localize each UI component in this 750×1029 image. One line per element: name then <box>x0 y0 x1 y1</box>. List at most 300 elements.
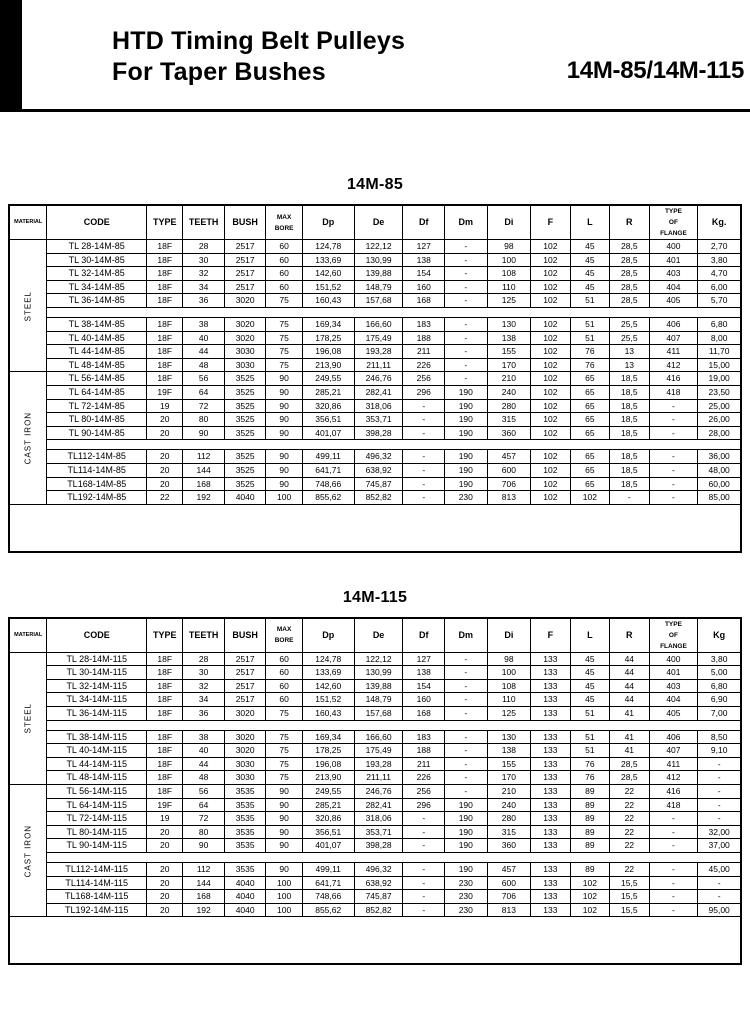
cell-dm: - <box>445 757 488 771</box>
cell-dp: 285,21 <box>302 798 354 812</box>
cell-type: 18F <box>147 372 183 386</box>
col-header-f: F <box>531 206 570 240</box>
cell-bush: 3030 <box>224 358 266 372</box>
cell-df: - <box>403 477 445 491</box>
cell-max-bore: 60 <box>266 666 302 680</box>
cell-type: 18F <box>147 693 183 707</box>
cell-f: 133 <box>531 839 570 853</box>
cell-r: 18,5 <box>610 426 649 440</box>
col-header-l: L <box>570 618 609 652</box>
table-row[interactable] <box>10 876 741 890</box>
cell-type: 19F <box>147 385 183 399</box>
table-row[interactable] <box>10 839 741 853</box>
cell-dm: - <box>445 666 488 680</box>
cell-de: 246,76 <box>354 372 403 386</box>
cell-de: 122,12 <box>354 240 403 254</box>
cell-df: 256 <box>403 372 445 386</box>
table-row[interactable] <box>10 771 741 785</box>
cell-teeth: 36 <box>183 707 225 721</box>
material-cell: CAST IRON <box>10 372 47 504</box>
cell-flange: 403 <box>649 267 698 281</box>
cell-code: TL 28-14M-85 <box>47 240 147 254</box>
cell-l: 76 <box>570 757 609 771</box>
cell-max-bore: 60 <box>266 240 302 254</box>
cell-dp: 748,66 <box>302 890 354 904</box>
cell-df: 226 <box>403 771 445 785</box>
table-row[interactable] <box>10 903 741 917</box>
cell-bush: 3525 <box>224 385 266 399</box>
cell-di: 315 <box>487 825 531 839</box>
cell-dm: 190 <box>445 825 488 839</box>
col-header-r: R <box>610 206 649 240</box>
cell-teeth: 80 <box>183 413 225 427</box>
cell-r: 41 <box>610 730 649 744</box>
cell-di: 170 <box>487 358 531 372</box>
cell-l: 65 <box>570 463 609 477</box>
spacer-cell <box>47 307 741 317</box>
cell-code: TL 38-14M-115 <box>47 730 147 744</box>
cell-flange: 404 <box>649 280 698 294</box>
col-header-teeth: TEETH <box>183 206 225 240</box>
cell-bush: 3535 <box>224 825 266 839</box>
cell-di: 813 <box>487 903 531 917</box>
cell-dp: 641,71 <box>302 463 354 477</box>
table-row[interactable] <box>10 413 741 427</box>
cell-de: 638,92 <box>354 876 403 890</box>
cell-flange: 418 <box>649 385 698 399</box>
cell-de: 496,32 <box>354 863 403 877</box>
table-row[interactable] <box>10 666 741 680</box>
col-header-flange: TYPE OF FLANGE <box>649 618 698 652</box>
cell-flange: - <box>649 839 698 853</box>
cell-r: 25,5 <box>610 331 649 345</box>
cell-kg: 6,90 <box>698 693 741 707</box>
table-row[interactable] <box>10 477 741 491</box>
cell-teeth: 32 <box>183 679 225 693</box>
cell-teeth: 72 <box>183 812 225 826</box>
col-header-di: Di <box>487 618 531 652</box>
cell-max-bore: 100 <box>266 491 302 505</box>
section-title: 14M-115 <box>342 588 408 606</box>
cell-df: 183 <box>403 730 445 744</box>
cell-teeth: 44 <box>183 757 225 771</box>
spec-table <box>9 205 741 552</box>
table-row[interactable] <box>10 707 741 721</box>
cell-dp: 151,52 <box>302 280 354 294</box>
cell-type: 18F <box>147 253 183 267</box>
table-row[interactable] <box>10 730 741 744</box>
cell-r: 41 <box>610 707 649 721</box>
cell-dp: 160,43 <box>302 707 354 721</box>
cell-dm: - <box>445 679 488 693</box>
cell-bush: 3020 <box>224 744 266 758</box>
cell-df: - <box>403 426 445 440</box>
table-row[interactable] <box>10 491 741 505</box>
cell-de: 211,11 <box>354 358 403 372</box>
cell-f: 102 <box>531 253 570 267</box>
cell-de: 398,28 <box>354 426 403 440</box>
cell-di: 108 <box>487 679 531 693</box>
cell-di: 125 <box>487 294 531 308</box>
cell-teeth: 64 <box>183 798 225 812</box>
cell-code: TL 34-14M-115 <box>47 693 147 707</box>
table-row[interactable] <box>10 450 741 464</box>
cell-l: 51 <box>570 317 609 331</box>
cell-teeth: 90 <box>183 839 225 853</box>
cell-type: 20 <box>147 450 183 464</box>
cell-dp: 249,55 <box>302 372 354 386</box>
cell-flange: - <box>649 876 698 890</box>
cell-teeth: 90 <box>183 426 225 440</box>
cell-de: 139,88 <box>354 267 403 281</box>
cell-teeth: 28 <box>183 240 225 254</box>
cell-l: 76 <box>570 358 609 372</box>
cell-kg: - <box>698 785 741 799</box>
cell-code: TL 48-14M-85 <box>47 358 147 372</box>
cell-r: 18,5 <box>610 399 649 413</box>
cell-kg: - <box>698 771 741 785</box>
cell-f: 133 <box>531 890 570 904</box>
cell-max-bore: 100 <box>266 876 302 890</box>
col-header-type: TYPE <box>147 618 183 652</box>
cell-dm: - <box>445 317 488 331</box>
cell-type: 18F <box>147 785 183 799</box>
cell-bush: 2517 <box>224 652 266 666</box>
cell-l: 102 <box>570 876 609 890</box>
cell-di: 240 <box>487 798 531 812</box>
cell-dm: - <box>445 730 488 744</box>
cell-type: 18F <box>147 331 183 345</box>
cell-kg: 6,80 <box>698 679 741 693</box>
cell-r: 18,5 <box>610 372 649 386</box>
cell-kg: 36,00 <box>698 450 741 464</box>
cell-code: TL 64-14M-115 <box>47 798 147 812</box>
cell-type: 18F <box>147 771 183 785</box>
table-row[interactable] <box>10 825 741 839</box>
cell-type: 18F <box>147 240 183 254</box>
cell-kg: 5,70 <box>698 294 741 308</box>
cell-flange: 406 <box>649 730 698 744</box>
table-row[interactable] <box>10 358 741 372</box>
cell-dm: - <box>445 253 488 267</box>
cell-max-bore: 90 <box>266 385 302 399</box>
cell-type: 20 <box>147 876 183 890</box>
cell-r: 28,5 <box>610 294 649 308</box>
material-cell: STEEL <box>10 240 47 372</box>
table-row[interactable] <box>10 399 741 413</box>
cell-dp: 133,69 <box>302 666 354 680</box>
cell-de: 318,06 <box>354 812 403 826</box>
cell-de: 157,68 <box>354 707 403 721</box>
cell-f: 102 <box>531 491 570 505</box>
cell-dm: - <box>445 331 488 345</box>
cell-l: 89 <box>570 812 609 826</box>
cell-code: TL 36-14M-115 <box>47 707 147 721</box>
cell-code: TL112-14M-115 <box>47 863 147 877</box>
table-row[interactable] <box>10 372 741 386</box>
cell-de: 745,87 <box>354 477 403 491</box>
cell-l: 51 <box>570 744 609 758</box>
cell-df: - <box>403 812 445 826</box>
header-product-code: 14M-85/14M-115 <box>566 57 744 84</box>
cell-f: 133 <box>531 666 570 680</box>
cell-kg: 85,00 <box>698 491 741 505</box>
table-row[interactable] <box>10 240 741 254</box>
cell-f: 133 <box>531 679 570 693</box>
cell-max-bore: 75 <box>266 317 302 331</box>
cell-r: 28,5 <box>610 240 649 254</box>
cell-flange: - <box>649 903 698 917</box>
table-header-row <box>10 206 741 240</box>
cell-de: 852,82 <box>354 903 403 917</box>
cell-bush: 3525 <box>224 450 266 464</box>
table-filler-row <box>10 917 741 964</box>
table-row[interactable] <box>10 798 741 812</box>
cell-flange: 400 <box>649 652 698 666</box>
cell-r: 22 <box>610 785 649 799</box>
group-spacer-row <box>10 440 741 450</box>
table-section <box>0 176 750 553</box>
cell-r: 15,5 <box>610 903 649 917</box>
cell-r: 15,5 <box>610 876 649 890</box>
cell-flange: 401 <box>649 253 698 267</box>
cell-l: 51 <box>570 294 609 308</box>
table-row[interactable] <box>10 757 741 771</box>
cell-df: 183 <box>403 317 445 331</box>
cell-kg: 2,70 <box>698 240 741 254</box>
cell-l: 102 <box>570 890 609 904</box>
table-row[interactable] <box>10 345 741 359</box>
cell-flange: - <box>649 399 698 413</box>
cell-di: 315 <box>487 413 531 427</box>
cell-df: - <box>403 903 445 917</box>
cell-dp: 178,25 <box>302 744 354 758</box>
cell-f: 102 <box>531 317 570 331</box>
cell-teeth: 72 <box>183 399 225 413</box>
cell-df: - <box>403 463 445 477</box>
cell-kg: 28,00 <box>698 426 741 440</box>
cell-r: 28,5 <box>610 280 649 294</box>
cell-kg: 8,00 <box>698 331 741 345</box>
cell-de: 148,79 <box>354 693 403 707</box>
spec-table-wrapper <box>8 204 742 553</box>
cell-df: 211 <box>403 345 445 359</box>
group-spacer-row <box>10 853 741 863</box>
cell-df: - <box>403 876 445 890</box>
cell-code: TL 56-14M-115 <box>47 785 147 799</box>
cell-type: 18F <box>147 744 183 758</box>
table-row[interactable] <box>10 426 741 440</box>
cell-dm: - <box>445 240 488 254</box>
cell-l: 51 <box>570 707 609 721</box>
cell-l: 65 <box>570 372 609 386</box>
cell-di: 130 <box>487 317 531 331</box>
cell-dp: 401,07 <box>302 426 354 440</box>
cell-teeth: 30 <box>183 253 225 267</box>
cell-l: 89 <box>570 863 609 877</box>
cell-bush: 3030 <box>224 757 266 771</box>
cell-bush: 3525 <box>224 372 266 386</box>
table-row[interactable] <box>10 385 741 399</box>
table-row[interactable] <box>10 331 741 345</box>
cell-dp: 169,34 <box>302 317 354 331</box>
cell-dm: - <box>445 771 488 785</box>
cell-flange: - <box>649 477 698 491</box>
cell-max-bore: 75 <box>266 358 302 372</box>
cell-de: 175,49 <box>354 744 403 758</box>
cell-de: 166,60 <box>354 317 403 331</box>
cell-df: 226 <box>403 358 445 372</box>
cell-kg: 48,00 <box>698 463 741 477</box>
cell-type: 18F <box>147 666 183 680</box>
cell-type: 18F <box>147 294 183 308</box>
cell-code: TL 30-14M-85 <box>47 253 147 267</box>
cell-max-bore: 75 <box>266 707 302 721</box>
cell-dp: 401,07 <box>302 839 354 853</box>
table-row[interactable] <box>10 463 741 477</box>
cell-type: 20 <box>147 477 183 491</box>
cell-df: 127 <box>403 240 445 254</box>
table-row[interactable] <box>10 267 741 281</box>
cell-kg: 25,00 <box>698 399 741 413</box>
cell-l: 65 <box>570 385 609 399</box>
table-row[interactable] <box>10 679 741 693</box>
cell-code: TL192-14M-115 <box>47 903 147 917</box>
cell-dp: 124,78 <box>302 652 354 666</box>
cell-di: 280 <box>487 399 531 413</box>
cell-max-bore: 75 <box>266 730 302 744</box>
cell-kg: - <box>698 798 741 812</box>
cell-df: 211 <box>403 757 445 771</box>
cell-dm: - <box>445 280 488 294</box>
table-row[interactable] <box>10 253 741 267</box>
cell-dm: 190 <box>445 812 488 826</box>
cell-di: 210 <box>487 372 531 386</box>
cell-teeth: 28 <box>183 652 225 666</box>
cell-df: 154 <box>403 267 445 281</box>
cell-flange: - <box>649 450 698 464</box>
cell-f: 133 <box>531 757 570 771</box>
cell-l: 65 <box>570 477 609 491</box>
table-row[interactable] <box>10 812 741 826</box>
cell-code: TL 44-14M-85 <box>47 345 147 359</box>
material-cell: CAST IRON <box>10 785 47 917</box>
cell-max-bore: 90 <box>266 825 302 839</box>
cell-code: TL 64-14M-85 <box>47 385 147 399</box>
cell-teeth: 56 <box>183 785 225 799</box>
cell-r: 28,5 <box>610 771 649 785</box>
cell-kg: 9,10 <box>698 744 741 758</box>
col-header-code: CODE <box>47 206 147 240</box>
cell-f: 102 <box>531 426 570 440</box>
cell-l: 65 <box>570 426 609 440</box>
cell-l: 89 <box>570 825 609 839</box>
table-row[interactable] <box>10 785 741 799</box>
cell-code: TL 90-14M-115 <box>47 839 147 853</box>
cell-dm: 190 <box>445 385 488 399</box>
cell-dm: 190 <box>445 477 488 491</box>
cell-bush: 3020 <box>224 294 266 308</box>
cell-max-bore: 60 <box>266 267 302 281</box>
cell-teeth: 144 <box>183 876 225 890</box>
page-header <box>0 0 750 112</box>
cell-kg: 60,00 <box>698 477 741 491</box>
cell-f: 133 <box>531 744 570 758</box>
cell-kg: - <box>698 757 741 771</box>
material-cell: STEEL <box>10 652 47 784</box>
cell-type: 18F <box>147 317 183 331</box>
cell-f: 133 <box>531 693 570 707</box>
col-header-material: MATERIAL <box>10 618 47 652</box>
table-row[interactable] <box>10 693 741 707</box>
cell-f: 133 <box>531 771 570 785</box>
col-header-dm: Dm <box>445 206 488 240</box>
table-row[interactable] <box>10 294 741 308</box>
cell-code: TL 44-14M-115 <box>47 757 147 771</box>
cell-dp: 855,62 <box>302 903 354 917</box>
cell-max-bore: 90 <box>266 477 302 491</box>
cell-kg: 15,00 <box>698 358 741 372</box>
cell-teeth: 30 <box>183 666 225 680</box>
cell-di: 138 <box>487 331 531 345</box>
cell-kg: 45,00 <box>698 863 741 877</box>
cell-dm: 190 <box>445 863 488 877</box>
cell-kg: 11,70 <box>698 345 741 359</box>
cell-flange: 400 <box>649 240 698 254</box>
cell-r: 18,5 <box>610 413 649 427</box>
cell-max-bore: 75 <box>266 771 302 785</box>
col-header-r: R <box>610 618 649 652</box>
cell-di: 100 <box>487 666 531 680</box>
table-row[interactable] <box>10 652 741 666</box>
cell-di: 600 <box>487 876 531 890</box>
cell-de: 193,28 <box>354 757 403 771</box>
cell-l: 65 <box>570 413 609 427</box>
cell-l: 65 <box>570 399 609 413</box>
cell-r: 28,5 <box>610 267 649 281</box>
cell-kg: - <box>698 890 741 904</box>
cell-flange: 418 <box>649 798 698 812</box>
cell-f: 133 <box>531 825 570 839</box>
table-row[interactable] <box>10 317 741 331</box>
table-row[interactable] <box>10 744 741 758</box>
cell-l: 51 <box>570 730 609 744</box>
cell-bush: 3535 <box>224 839 266 853</box>
cell-bush: 3030 <box>224 771 266 785</box>
cell-f: 133 <box>531 707 570 721</box>
cell-flange: - <box>649 890 698 904</box>
table-row[interactable] <box>10 863 741 877</box>
table-row[interactable] <box>10 280 741 294</box>
cell-max-bore: 100 <box>266 890 302 904</box>
cell-flange: - <box>649 863 698 877</box>
cell-max-bore: 75 <box>266 744 302 758</box>
cell-dm: 190 <box>445 399 488 413</box>
cell-dp: 285,21 <box>302 385 354 399</box>
cell-dp: 151,52 <box>302 693 354 707</box>
col-header-dm: Dm <box>445 618 488 652</box>
cell-r: 22 <box>610 825 649 839</box>
table-row[interactable] <box>10 890 741 904</box>
cell-l: 89 <box>570 798 609 812</box>
col-header-df: Df <box>403 618 445 652</box>
cell-dm: - <box>445 693 488 707</box>
cell-flange: - <box>649 413 698 427</box>
cell-f: 133 <box>531 903 570 917</box>
cell-max-bore: 90 <box>266 839 302 853</box>
cell-di: 706 <box>487 477 531 491</box>
cell-flange: 405 <box>649 707 698 721</box>
